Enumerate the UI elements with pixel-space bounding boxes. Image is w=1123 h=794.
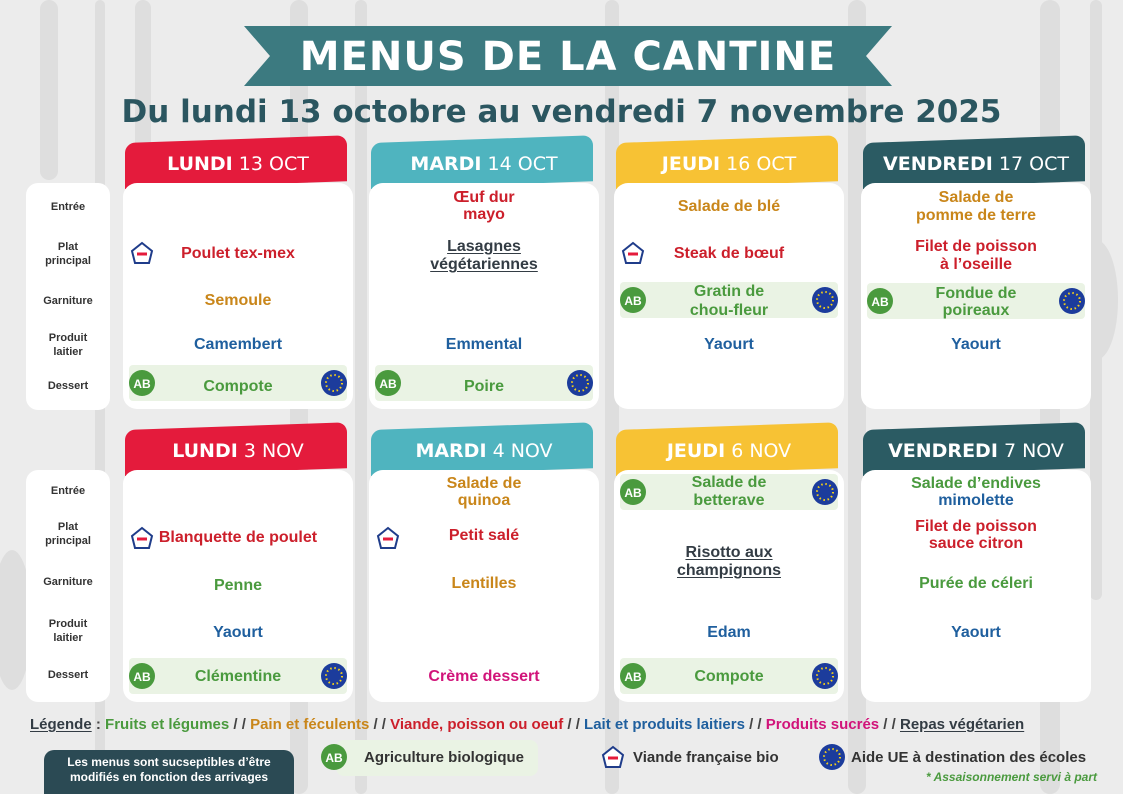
legend-sep: / / (369, 716, 391, 733)
dessert: Crème dessert (428, 668, 540, 685)
day-menu-body (614, 470, 844, 702)
day-menu-body (123, 470, 353, 702)
row-label-plat: Plat principal (45, 521, 91, 547)
garniture-line-1: Gratin de (693, 283, 765, 300)
garniture-line-2: chou-fleur (689, 302, 769, 319)
entree-line-2: mayo (463, 206, 505, 223)
row-label-plat: Plat principal (45, 241, 91, 267)
svg-text:AB: AB (624, 670, 642, 684)
day-menu-body (614, 183, 844, 409)
plat-line-2: à l’oseille (939, 256, 1013, 273)
row-label-entree: Entrée (50, 201, 86, 213)
french-meat-icon (600, 744, 626, 770)
day-menu-body (861, 470, 1091, 702)
day-menu-body (123, 183, 353, 409)
eu-flag-icon (567, 370, 593, 396)
plat-line-1: Lasagnes (447, 238, 521, 255)
row-label-laitier: Produit laitier (48, 618, 88, 644)
produit-laitier: Yaourt (704, 336, 754, 353)
day-header-label: MARDI 4 NOV (415, 440, 553, 462)
entree-line-1: Salade d’endives (911, 475, 1041, 492)
garniture: Penne (213, 577, 262, 594)
legend-vegetarien: Repas végétarien (899, 716, 1025, 733)
row-label-entree: Entrée (50, 485, 86, 497)
svg-text:AB: AB (133, 670, 151, 684)
plat-line-1: Filet de poisson (915, 238, 1037, 255)
produit-laitier: Emmental (445, 336, 523, 353)
row-label-laitier: Produit laitier (48, 332, 88, 358)
fr-legend-text: Viande française bio (633, 749, 779, 766)
day-menu-body (861, 183, 1091, 409)
day-menu-body (369, 470, 599, 702)
dessert: Clémentine (194, 668, 282, 685)
plat-line-2: sauce citron (928, 535, 1024, 552)
entree-line-1: Salade de (691, 474, 767, 491)
svg-text:AB: AB (624, 294, 642, 308)
legend-fruits: Fruits et légumes (105, 716, 230, 733)
eu-flag-icon (819, 744, 845, 770)
legend-label: Légende (30, 716, 92, 733)
garniture-line-2: poireaux (942, 302, 1010, 319)
garniture: Lentilles (451, 575, 517, 592)
legend-sep: / / (563, 716, 585, 733)
legend-colon: : (91, 716, 106, 733)
legend-feculents: Pain et féculents (250, 716, 370, 733)
entree-line-2: betterave (693, 492, 765, 509)
entree-line-2: pomme de terre (915, 207, 1037, 224)
garniture-line-1: Fondue de (935, 285, 1017, 302)
produit-laitier: Yaourt (213, 624, 263, 641)
svg-text:AB: AB (871, 295, 889, 309)
legend-lait: Lait et produits laitiers (584, 716, 745, 733)
row-label-garniture: Garniture (43, 295, 93, 307)
notice-box: Les menus sont sucseptibles d’être modifiés en fonction des arrivages (44, 750, 294, 794)
day-header-label: VENDREDI 7 NOV (888, 440, 1064, 462)
svg-text:AB: AB (325, 751, 343, 765)
plat-principal: Blanquette de poulet (158, 529, 318, 546)
eu-flag-icon (321, 370, 347, 396)
day-header-label: JEUDI 16 OCT (661, 153, 797, 175)
entree: Salade de blé (677, 198, 781, 215)
garniture: Semoule (204, 292, 272, 309)
row-label-garniture: Garniture (43, 576, 93, 588)
day-header-label: MARDI 14 OCT (410, 153, 558, 175)
row-labels-week1 (26, 183, 110, 410)
plat-principal: Petit salé (448, 527, 520, 544)
entree-line-1: Œuf dur (453, 189, 515, 206)
dessert: Poire (463, 378, 504, 395)
legend-sucre: Produits sucrés (765, 716, 880, 733)
ab-organic-icon (321, 744, 347, 770)
eu-flag-icon (321, 663, 347, 689)
eu-flag-icon (1059, 288, 1085, 314)
plat-line-2: champignons (676, 562, 781, 579)
svg-text:AB: AB (624, 486, 642, 500)
svg-text:AB: AB (379, 377, 397, 391)
svg-text:AB: AB (133, 377, 151, 391)
row-labels-week2 (26, 470, 110, 702)
bio-legend-text: Agriculture biologique (364, 749, 524, 766)
eu-legend-text: Aide UE à destination des écoles (851, 749, 1087, 766)
title-banner (244, 26, 892, 86)
eu-flag-icon (812, 287, 838, 313)
entree-line-2: quinoa (457, 492, 511, 509)
date-range-subtitle: Du lundi 13 octobre au vendredi 7 novembre 2025 (121, 94, 1002, 130)
day-menu-body (369, 183, 599, 409)
row-label-dessert: Dessert (47, 669, 89, 681)
legend-viande: Viande, poisson ou oeuf (390, 716, 564, 733)
produit-laitier: Yaourt (951, 336, 1001, 353)
day-header-label: VENDREDI 17 OCT (883, 153, 1069, 175)
plat-principal: Steak de bœuf (673, 245, 785, 262)
plat-line-2: végétariennes (430, 256, 538, 273)
day-header-label: LUNDI 13 OCT (167, 153, 309, 175)
plat-line-1: Risotto aux (685, 544, 773, 561)
row-label-dessert: Dessert (47, 380, 89, 392)
eu-flag-icon (812, 663, 838, 689)
dessert: Compote (203, 378, 273, 395)
produit-laitier: Camembert (193, 336, 283, 353)
entree-line-2: mimolette (938, 492, 1014, 509)
assaisonnement-note: * Assaisonnement servi à part (926, 770, 1097, 784)
produit-laitier: Yaourt (951, 624, 1001, 641)
legend (30, 716, 1024, 733)
dessert: Compote (694, 668, 764, 685)
garniture: Purée de céleri (919, 575, 1033, 592)
eu-flag-icon (812, 479, 838, 505)
legend-sep: / / (229, 716, 251, 733)
legend-sep: / / (744, 716, 766, 733)
day-header-label: JEUDI 6 NOV (666, 440, 792, 462)
page-title: MENUS DE LA CANTINE (299, 34, 837, 80)
entree-line-1: Salade de (938, 189, 1014, 206)
plat-line-1: Filet de poisson (915, 518, 1037, 535)
entree-line-1: Salade de (446, 475, 522, 492)
day-header-label: LUNDI 3 NOV (172, 440, 304, 462)
legend-sep: / / (879, 716, 900, 733)
plat-principal: Poulet tex-mex (181, 245, 295, 262)
produit-laitier: Edam (707, 624, 751, 641)
